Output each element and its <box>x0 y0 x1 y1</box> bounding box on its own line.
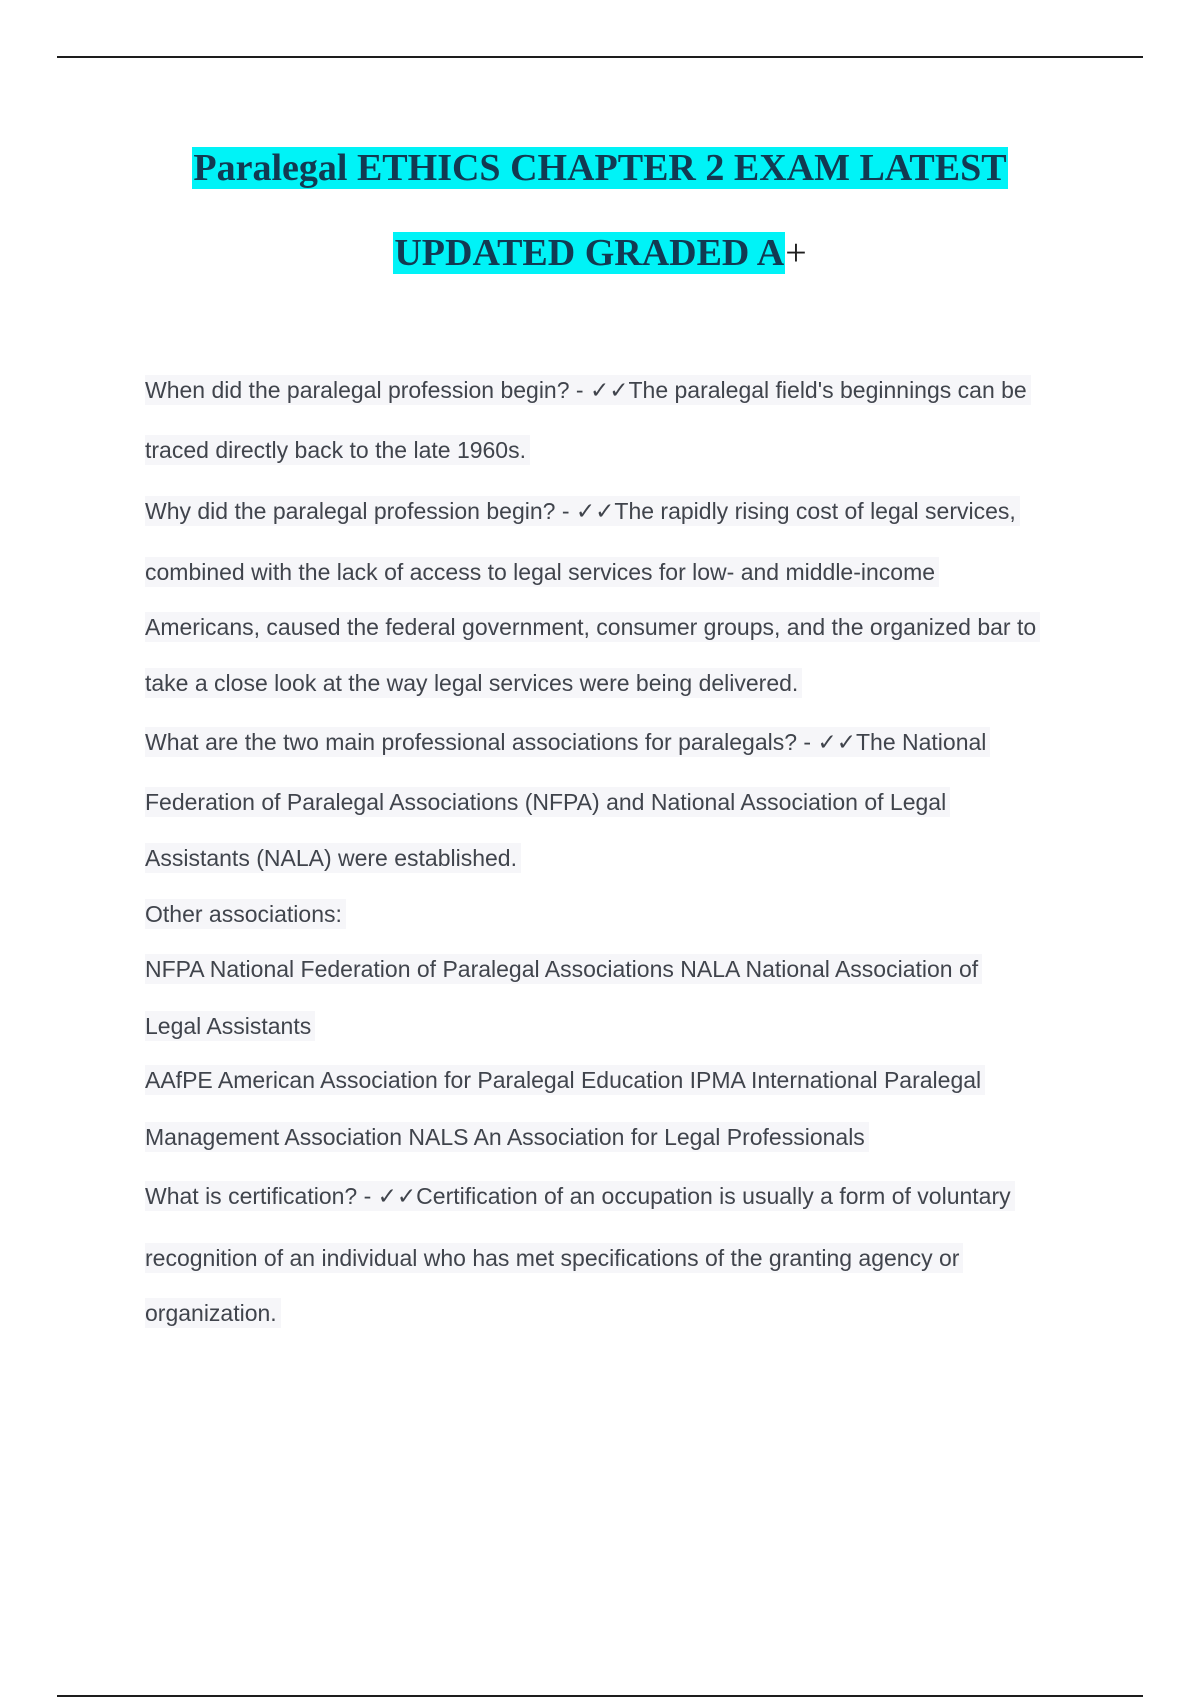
top-rule <box>57 56 1143 58</box>
body-line: Americans, caused the federal government, consumer groups, and the organized bar to <box>145 612 1040 642</box>
body-line: What is certification? - ✓✓Certification of an occupation is usually a form of voluntary <box>145 1181 1015 1211</box>
body-line: Management Association NALS An Association for Legal Professionals <box>145 1122 869 1152</box>
body-line: recognition of an individual who has met specifications of the granting agency or <box>145 1243 963 1273</box>
body-line: Federation of Paralegal Associations (NFPA) and National Association of Legal <box>145 787 950 817</box>
body-line: Other associations: <box>145 899 346 929</box>
title-highlight: Paralegal ETHICS CHAPTER 2 EXAM LATEST <box>193 147 1007 189</box>
body-line: What are the two main professional associations for paralegals? - ✓✓The National <box>145 727 990 757</box>
body-line: combined with the lack of access to legal services for low- and middle-income <box>145 557 939 587</box>
body-line: Legal Assistants <box>145 1011 315 1041</box>
body-line: Why did the paralegal profession begin? - ✓✓The rapidly rising cost of legal services, <box>145 496 1020 526</box>
document-title-line-2 <box>0 231 1200 275</box>
body-line: AAfPE American Association for Paralegal Education IPMA International Paralegal <box>145 1065 985 1095</box>
body-line: take a close look at the way legal services were being delivered. <box>145 668 802 698</box>
body-line: traced directly back to the late 1960s. <box>145 435 530 465</box>
body-line: NFPA National Federation of Paralegal Associations NALA National Association of <box>145 954 982 984</box>
body-line: organization. <box>145 1298 281 1328</box>
bottom-rule <box>57 1695 1143 1697</box>
document-title-line-1 <box>0 146 1200 190</box>
title-highlight: UPDATED GRADED A <box>394 232 785 274</box>
body-line: When did the paralegal profession begin? - ✓✓The paralegal field's beginnings can be <box>145 375 1031 405</box>
title-suffix: + <box>785 232 807 274</box>
body-line: Assistants (NALA) were established. <box>145 843 521 873</box>
